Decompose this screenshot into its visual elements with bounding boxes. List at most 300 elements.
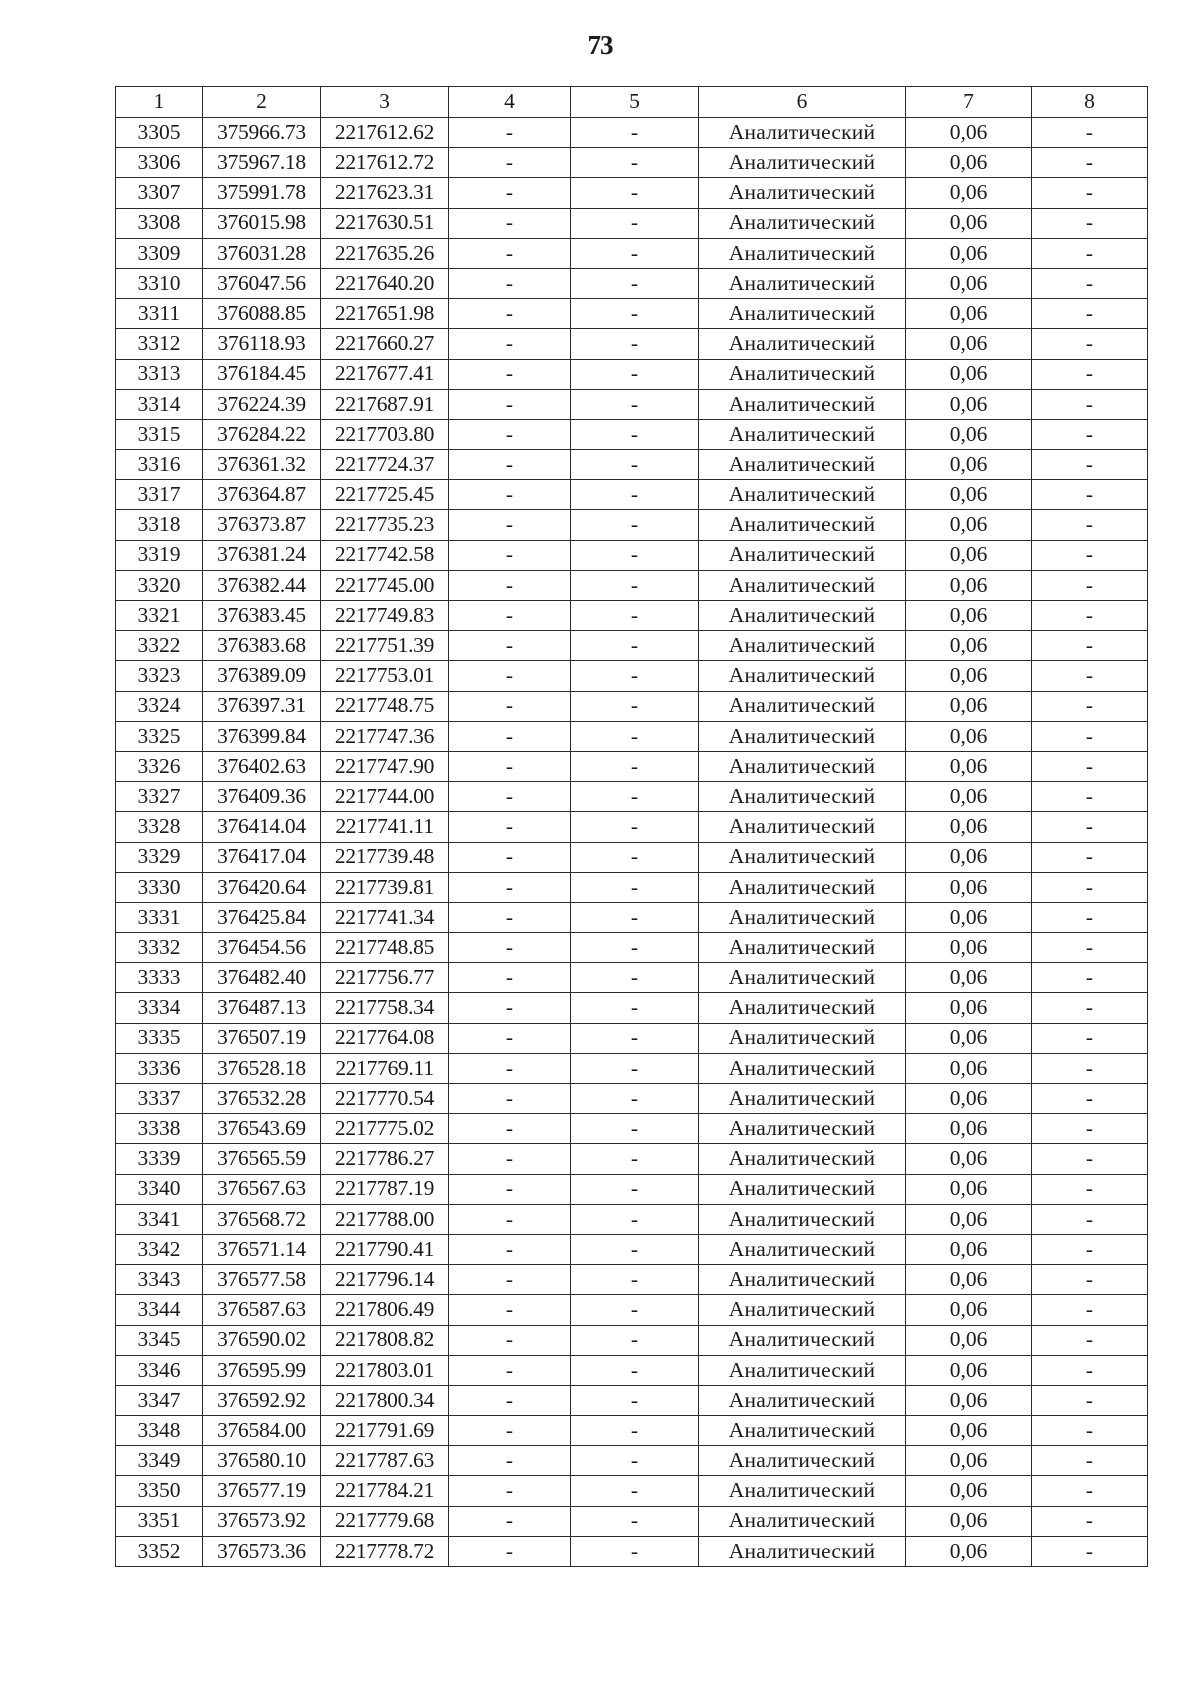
coordinates-table <box>115 86 1148 1567</box>
accuracy-cell: 0,06 <box>906 1385 1032 1415</box>
y-coordinate-cell: 2217612.62 <box>321 118 449 148</box>
column-4-cell: - <box>449 1355 571 1385</box>
table-row <box>116 238 1148 268</box>
table-row <box>116 812 1148 842</box>
method-cell: Аналитический <box>699 359 906 389</box>
point-number-cell: 3317 <box>116 480 203 510</box>
method-cell: Аналитический <box>699 691 906 721</box>
x-coordinate-cell: 376595.99 <box>203 1355 321 1385</box>
y-coordinate-cell: 2217787.19 <box>321 1174 449 1204</box>
accuracy-cell: 0,06 <box>906 359 1032 389</box>
point-number-cell: 3313 <box>116 359 203 389</box>
accuracy-cell: 0,06 <box>906 1084 1032 1114</box>
accuracy-cell: 0,06 <box>906 480 1032 510</box>
table-row <box>116 419 1148 449</box>
y-coordinate-cell: 2217745.00 <box>321 570 449 600</box>
accuracy-cell: 0,06 <box>906 570 1032 600</box>
column-4-cell: - <box>449 419 571 449</box>
column-5-cell: - <box>571 178 699 208</box>
column-8-cell: - <box>1032 872 1148 902</box>
y-coordinate-cell: 2217739.81 <box>321 872 449 902</box>
method-cell: Аналитический <box>699 118 906 148</box>
y-coordinate-cell: 2217660.27 <box>321 329 449 359</box>
column-4-cell: - <box>449 1446 571 1476</box>
table-row <box>116 299 1148 329</box>
y-coordinate-cell: 2217748.75 <box>321 691 449 721</box>
point-number-cell: 3312 <box>116 329 203 359</box>
column-5-cell: - <box>571 1325 699 1355</box>
y-coordinate-cell: 2217803.01 <box>321 1355 449 1385</box>
column-5-cell: - <box>571 842 699 872</box>
y-coordinate-cell: 2217806.49 <box>321 1295 449 1325</box>
column-5-cell: - <box>571 812 699 842</box>
column-5-cell: - <box>571 118 699 148</box>
point-number-cell: 3339 <box>116 1144 203 1174</box>
point-number-cell: 3327 <box>116 782 203 812</box>
x-coordinate-cell: 376399.84 <box>203 721 321 751</box>
table-row <box>116 1265 1148 1295</box>
column-8-cell: - <box>1032 1114 1148 1144</box>
method-cell: Аналитический <box>699 208 906 238</box>
point-number-cell: 3308 <box>116 208 203 238</box>
method-cell: Аналитический <box>699 661 906 691</box>
y-coordinate-cell: 2217739.48 <box>321 842 449 872</box>
x-coordinate-cell: 376284.22 <box>203 419 321 449</box>
method-cell: Аналитический <box>699 1355 906 1385</box>
column-8-cell: - <box>1032 1446 1148 1476</box>
point-number-cell: 3329 <box>116 842 203 872</box>
column-4-cell: - <box>449 118 571 148</box>
column-5-cell: - <box>571 1446 699 1476</box>
accuracy-cell: 0,06 <box>906 450 1032 480</box>
column-4-cell: - <box>449 1053 571 1083</box>
column-8-cell: - <box>1032 661 1148 691</box>
table-header-row <box>116 87 1148 118</box>
column-4-cell: - <box>449 902 571 932</box>
method-cell: Аналитический <box>699 1234 906 1264</box>
x-coordinate-cell: 376361.32 <box>203 450 321 480</box>
column-5-cell: - <box>571 268 699 298</box>
table-row <box>116 631 1148 661</box>
point-number-cell: 3331 <box>116 902 203 932</box>
point-number-cell: 3330 <box>116 872 203 902</box>
table-row <box>116 1053 1148 1083</box>
column-5-cell: - <box>571 1416 699 1446</box>
column-5-cell: - <box>571 963 699 993</box>
y-coordinate-cell: 2217769.11 <box>321 1053 449 1083</box>
x-coordinate-cell: 376584.00 <box>203 1416 321 1446</box>
column-5-cell: - <box>571 1144 699 1174</box>
method-cell: Аналитический <box>699 993 906 1023</box>
x-coordinate-cell: 376373.87 <box>203 510 321 540</box>
column-8-cell: - <box>1032 1536 1148 1566</box>
table-row <box>116 1446 1148 1476</box>
column-8-cell: - <box>1032 812 1148 842</box>
column-8-cell: - <box>1032 1416 1148 1446</box>
table-row <box>116 902 1148 932</box>
column-8-cell: - <box>1032 268 1148 298</box>
column-header: 6 <box>699 87 906 118</box>
table-row <box>116 1476 1148 1506</box>
table-row <box>116 963 1148 993</box>
column-5-cell: - <box>571 299 699 329</box>
method-cell: Аналитический <box>699 268 906 298</box>
point-number-cell: 3319 <box>116 540 203 570</box>
accuracy-cell: 0,06 <box>906 1053 1032 1083</box>
accuracy-cell: 0,06 <box>906 751 1032 781</box>
column-4-cell: - <box>449 751 571 781</box>
y-coordinate-cell: 2217703.80 <box>321 419 449 449</box>
y-coordinate-cell: 2217808.82 <box>321 1325 449 1355</box>
x-coordinate-cell: 375991.78 <box>203 178 321 208</box>
table-row <box>116 1174 1148 1204</box>
column-8-cell: - <box>1032 1355 1148 1385</box>
column-8-cell: - <box>1032 1204 1148 1234</box>
accuracy-cell: 0,06 <box>906 389 1032 419</box>
column-8-cell: - <box>1032 118 1148 148</box>
y-coordinate-cell: 2217612.72 <box>321 148 449 178</box>
column-4-cell: - <box>449 1295 571 1325</box>
x-coordinate-cell: 376577.19 <box>203 1476 321 1506</box>
point-number-cell: 3323 <box>116 661 203 691</box>
accuracy-cell: 0,06 <box>906 933 1032 963</box>
point-number-cell: 3345 <box>116 1325 203 1355</box>
method-cell: Аналитический <box>699 1506 906 1536</box>
y-coordinate-cell: 2217747.36 <box>321 721 449 751</box>
y-coordinate-cell: 2217677.41 <box>321 359 449 389</box>
method-cell: Аналитический <box>699 329 906 359</box>
column-5-cell: - <box>571 691 699 721</box>
x-coordinate-cell: 376532.28 <box>203 1084 321 1114</box>
column-4-cell: - <box>449 691 571 721</box>
point-number-cell: 3309 <box>116 238 203 268</box>
method-cell: Аналитический <box>699 178 906 208</box>
x-coordinate-cell: 376015.98 <box>203 208 321 238</box>
column-4-cell: - <box>449 480 571 510</box>
x-coordinate-cell: 376364.87 <box>203 480 321 510</box>
column-8-cell: - <box>1032 842 1148 872</box>
method-cell: Аналитический <box>699 1416 906 1446</box>
column-5-cell: - <box>571 721 699 751</box>
column-8-cell: - <box>1032 510 1148 540</box>
table-row <box>116 601 1148 631</box>
y-coordinate-cell: 2217741.34 <box>321 902 449 932</box>
point-number-cell: 3342 <box>116 1234 203 1264</box>
column-5-cell: - <box>571 1476 699 1506</box>
column-header: 5 <box>571 87 699 118</box>
table-row <box>116 1023 1148 1053</box>
column-8-cell: - <box>1032 1385 1148 1415</box>
x-coordinate-cell: 375966.73 <box>203 118 321 148</box>
column-4-cell: - <box>449 1144 571 1174</box>
column-5-cell: - <box>571 872 699 902</box>
y-coordinate-cell: 2217724.37 <box>321 450 449 480</box>
method-cell: Аналитический <box>699 601 906 631</box>
y-coordinate-cell: 2217623.31 <box>321 178 449 208</box>
column-4-cell: - <box>449 1536 571 1566</box>
method-cell: Аналитический <box>699 631 906 661</box>
x-coordinate-cell: 376414.04 <box>203 812 321 842</box>
x-coordinate-cell: 376577.58 <box>203 1265 321 1295</box>
x-coordinate-cell: 376507.19 <box>203 1023 321 1053</box>
column-4-cell: - <box>449 1174 571 1204</box>
y-coordinate-cell: 2217725.45 <box>321 480 449 510</box>
column-4-cell: - <box>449 238 571 268</box>
y-coordinate-cell: 2217787.63 <box>321 1446 449 1476</box>
x-coordinate-cell: 376528.18 <box>203 1053 321 1083</box>
column-4-cell: - <box>449 178 571 208</box>
column-8-cell: - <box>1032 148 1148 178</box>
method-cell: Аналитический <box>699 1295 906 1325</box>
column-5-cell: - <box>571 601 699 631</box>
y-coordinate-cell: 2217748.85 <box>321 933 449 963</box>
point-number-cell: 3350 <box>116 1476 203 1506</box>
point-number-cell: 3324 <box>116 691 203 721</box>
column-5-cell: - <box>571 631 699 661</box>
column-4-cell: - <box>449 933 571 963</box>
column-4-cell: - <box>449 721 571 751</box>
point-number-cell: 3318 <box>116 510 203 540</box>
column-4-cell: - <box>449 450 571 480</box>
x-coordinate-cell: 375967.18 <box>203 148 321 178</box>
x-coordinate-cell: 376587.63 <box>203 1295 321 1325</box>
method-cell: Аналитический <box>699 751 906 781</box>
x-coordinate-cell: 376482.40 <box>203 963 321 993</box>
point-number-cell: 3340 <box>116 1174 203 1204</box>
point-number-cell: 3341 <box>116 1204 203 1234</box>
table-row <box>116 842 1148 872</box>
column-8-cell: - <box>1032 178 1148 208</box>
point-number-cell: 3333 <box>116 963 203 993</box>
column-4-cell: - <box>449 329 571 359</box>
accuracy-cell: 0,06 <box>906 902 1032 932</box>
column-8-cell: - <box>1032 329 1148 359</box>
table-row <box>116 721 1148 751</box>
point-number-cell: 3316 <box>116 450 203 480</box>
point-number-cell: 3338 <box>116 1114 203 1144</box>
accuracy-cell: 0,06 <box>906 1114 1032 1144</box>
y-coordinate-cell: 2217749.83 <box>321 601 449 631</box>
table-row <box>116 570 1148 600</box>
column-8-cell: - <box>1032 1234 1148 1264</box>
column-5-cell: - <box>571 570 699 600</box>
column-4-cell: - <box>449 872 571 902</box>
table-row <box>116 1084 1148 1114</box>
column-5-cell: - <box>571 1295 699 1325</box>
column-4-cell: - <box>449 570 571 600</box>
method-cell: Аналитический <box>699 1023 906 1053</box>
column-4-cell: - <box>449 661 571 691</box>
column-5-cell: - <box>571 1023 699 1053</box>
table-row <box>116 1536 1148 1566</box>
accuracy-cell: 0,06 <box>906 842 1032 872</box>
x-coordinate-cell: 376389.09 <box>203 661 321 691</box>
column-8-cell: - <box>1032 601 1148 631</box>
point-number-cell: 3321 <box>116 601 203 631</box>
column-8-cell: - <box>1032 299 1148 329</box>
column-5-cell: - <box>571 1234 699 1264</box>
column-8-cell: - <box>1032 419 1148 449</box>
column-8-cell: - <box>1032 389 1148 419</box>
column-4-cell: - <box>449 1416 571 1446</box>
x-coordinate-cell: 376397.31 <box>203 691 321 721</box>
table-row <box>116 329 1148 359</box>
point-number-cell: 3311 <box>116 299 203 329</box>
table-row <box>116 208 1148 238</box>
accuracy-cell: 0,06 <box>906 721 1032 751</box>
column-4-cell: - <box>449 1084 571 1114</box>
point-number-cell: 3325 <box>116 721 203 751</box>
x-coordinate-cell: 376409.36 <box>203 782 321 812</box>
method-cell: Аналитический <box>699 540 906 570</box>
column-4-cell: - <box>449 1476 571 1506</box>
y-coordinate-cell: 2217751.39 <box>321 631 449 661</box>
column-8-cell: - <box>1032 238 1148 268</box>
table-row <box>116 993 1148 1023</box>
y-coordinate-cell: 2217744.00 <box>321 782 449 812</box>
method-cell: Аналитический <box>699 238 906 268</box>
method-cell: Аналитический <box>699 148 906 178</box>
table-row <box>116 751 1148 781</box>
method-cell: Аналитический <box>699 480 906 510</box>
column-4-cell: - <box>449 389 571 419</box>
y-coordinate-cell: 2217784.21 <box>321 1476 449 1506</box>
column-5-cell: - <box>571 933 699 963</box>
accuracy-cell: 0,06 <box>906 268 1032 298</box>
column-4-cell: - <box>449 601 571 631</box>
method-cell: Аналитический <box>699 1446 906 1476</box>
method-cell: Аналитический <box>699 389 906 419</box>
table-row <box>116 782 1148 812</box>
page-number: 73 <box>587 30 613 60</box>
y-coordinate-cell: 2217800.34 <box>321 1385 449 1415</box>
y-coordinate-cell: 2217753.01 <box>321 661 449 691</box>
method-cell: Аналитический <box>699 721 906 751</box>
table-row <box>116 1234 1148 1264</box>
table-row <box>116 872 1148 902</box>
table-row <box>116 1506 1148 1536</box>
accuracy-cell: 0,06 <box>906 238 1032 268</box>
y-coordinate-cell: 2217756.77 <box>321 963 449 993</box>
method-cell: Аналитический <box>699 1204 906 1234</box>
column-5-cell: - <box>571 1536 699 1566</box>
accuracy-cell: 0,06 <box>906 118 1032 148</box>
method-cell: Аналитический <box>699 1174 906 1204</box>
method-cell: Аналитический <box>699 812 906 842</box>
point-number-cell: 3343 <box>116 1265 203 1295</box>
accuracy-cell: 0,06 <box>906 1265 1032 1295</box>
column-8-cell: - <box>1032 933 1148 963</box>
column-5-cell: - <box>571 993 699 1023</box>
y-coordinate-cell: 2217687.91 <box>321 389 449 419</box>
column-5-cell: - <box>571 1204 699 1234</box>
table-row <box>116 1416 1148 1446</box>
point-number-cell: 3334 <box>116 993 203 1023</box>
column-8-cell: - <box>1032 450 1148 480</box>
method-cell: Аналитический <box>699 1476 906 1506</box>
method-cell: Аналитический <box>699 1265 906 1295</box>
point-number-cell: 3344 <box>116 1295 203 1325</box>
table-row <box>116 118 1148 148</box>
column-4-cell: - <box>449 208 571 238</box>
column-8-cell: - <box>1032 1144 1148 1174</box>
column-8-cell: - <box>1032 359 1148 389</box>
column-8-cell: - <box>1032 902 1148 932</box>
column-8-cell: - <box>1032 631 1148 661</box>
accuracy-cell: 0,06 <box>906 1355 1032 1385</box>
accuracy-cell: 0,06 <box>906 1023 1032 1053</box>
point-number-cell: 3351 <box>116 1506 203 1536</box>
column-header: 1 <box>116 87 203 118</box>
table-body <box>116 118 1148 1567</box>
column-5-cell: - <box>571 510 699 540</box>
y-coordinate-cell: 2217786.27 <box>321 1144 449 1174</box>
column-4-cell: - <box>449 268 571 298</box>
method-cell: Аналитический <box>699 842 906 872</box>
accuracy-cell: 0,06 <box>906 419 1032 449</box>
x-coordinate-cell: 376047.56 <box>203 268 321 298</box>
point-number-cell: 3306 <box>116 148 203 178</box>
point-number-cell: 3326 <box>116 751 203 781</box>
x-coordinate-cell: 376381.24 <box>203 540 321 570</box>
column-header: 8 <box>1032 87 1148 118</box>
y-coordinate-cell: 2217796.14 <box>321 1265 449 1295</box>
column-header: 3 <box>321 87 449 118</box>
point-number-cell: 3310 <box>116 268 203 298</box>
column-4-cell: - <box>449 1114 571 1144</box>
x-coordinate-cell: 376118.93 <box>203 329 321 359</box>
point-number-cell: 3307 <box>116 178 203 208</box>
column-5-cell: - <box>571 1053 699 1083</box>
method-cell: Аналитический <box>699 1114 906 1144</box>
table-row <box>116 1114 1148 1144</box>
column-5-cell: - <box>571 540 699 570</box>
method-cell: Аналитический <box>699 450 906 480</box>
x-coordinate-cell: 376425.84 <box>203 902 321 932</box>
accuracy-cell: 0,06 <box>906 1325 1032 1355</box>
method-cell: Аналитический <box>699 1084 906 1114</box>
column-8-cell: - <box>1032 1084 1148 1114</box>
column-5-cell: - <box>571 902 699 932</box>
x-coordinate-cell: 376487.13 <box>203 993 321 1023</box>
method-cell: Аналитический <box>699 902 906 932</box>
x-coordinate-cell: 376402.63 <box>203 751 321 781</box>
y-coordinate-cell: 2217735.23 <box>321 510 449 540</box>
accuracy-cell: 0,06 <box>906 782 1032 812</box>
table-row <box>116 933 1148 963</box>
table-row <box>116 389 1148 419</box>
method-cell: Аналитический <box>699 872 906 902</box>
column-8-cell: - <box>1032 963 1148 993</box>
accuracy-cell: 0,06 <box>906 1536 1032 1566</box>
y-coordinate-cell: 2217630.51 <box>321 208 449 238</box>
column-5-cell: - <box>571 329 699 359</box>
column-4-cell: - <box>449 1204 571 1234</box>
x-coordinate-cell: 376543.69 <box>203 1114 321 1144</box>
column-8-cell: - <box>1032 540 1148 570</box>
column-5-cell: - <box>571 1265 699 1295</box>
x-coordinate-cell: 376590.02 <box>203 1325 321 1355</box>
method-cell: Аналитический <box>699 570 906 600</box>
column-5-cell: - <box>571 782 699 812</box>
column-4-cell: - <box>449 299 571 329</box>
column-4-cell: - <box>449 1023 571 1053</box>
column-4-cell: - <box>449 1385 571 1415</box>
accuracy-cell: 0,06 <box>906 691 1032 721</box>
table-row <box>116 268 1148 298</box>
method-cell: Аналитический <box>699 963 906 993</box>
column-5-cell: - <box>571 1174 699 1204</box>
